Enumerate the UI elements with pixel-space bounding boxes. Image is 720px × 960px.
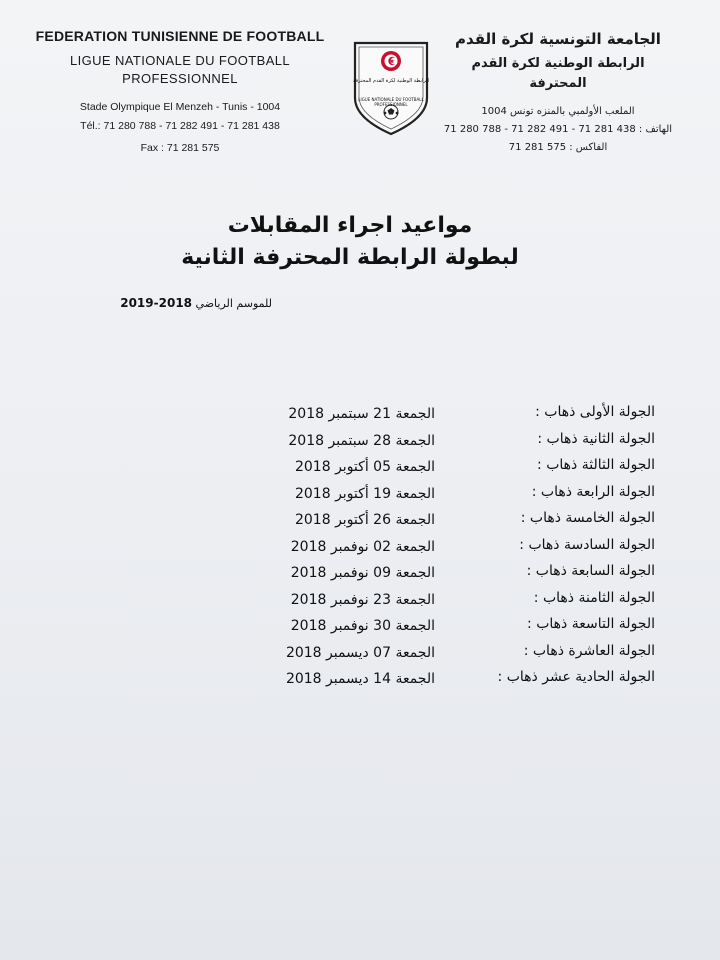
date-num: 26	[373, 512, 391, 528]
schedule-list	[215, 404, 655, 696]
date-num: 19	[373, 485, 391, 502]
round-date	[215, 565, 435, 581]
date-year: 2018	[288, 406, 325, 422]
date-year: 2018	[288, 432, 325, 449]
round-date	[215, 459, 435, 475]
round-label: الجولة السادسة ذهاب :	[519, 536, 655, 553]
date-year: 2018	[294, 485, 331, 502]
date-day: الجمعة	[395, 538, 435, 555]
date-month: نوفمبر	[330, 618, 369, 634]
round-label: الجولة الرابعة ذهاب :	[531, 483, 655, 500]
federation-name-fr: FEDERATION TUNISIENNE DE FOOTBALL	[35, 28, 325, 44]
season-label: للموسم الرياضي	[195, 297, 272, 310]
league-name-fr	[20, 52, 340, 88]
round-date	[215, 671, 435, 687]
date-num: 05	[373, 459, 391, 475]
league-name-ar	[418, 54, 698, 94]
round-date	[215, 433, 435, 449]
header-right-arabic	[418, 30, 698, 153]
fax-fr: Fax : 71 281 575	[140, 142, 220, 154]
round-label: الجولة السابعة ذهاب :	[526, 563, 655, 579]
header-left-french	[20, 28, 340, 154]
date-num: 30	[373, 618, 391, 634]
schedule-row	[215, 404, 655, 431]
date-month: نوفمبر	[330, 538, 369, 555]
date-year: 2018	[290, 618, 327, 634]
league-name-fr-line2: PROFESSIONNEL	[122, 71, 238, 86]
round-label: الجولة العاشرة ذهاب :	[523, 642, 655, 659]
date-num: 21	[373, 406, 391, 422]
address-fr: Stade Olympique El Menzeh - Tunis - 1004	[79, 101, 281, 113]
round-label: الجولة الحادية عشر ذهاب :	[497, 669, 655, 685]
date-year: 2018	[290, 565, 327, 581]
round-label: الجولة الخامسة ذهاب :	[520, 510, 655, 526]
date-num: 02	[373, 538, 391, 555]
schedule-row	[215, 616, 655, 643]
date-num: 23	[373, 591, 391, 608]
date-num: 07	[373, 644, 391, 661]
round-date	[215, 406, 435, 422]
round-label: الجولة الثامنة ذهاب :	[533, 589, 655, 606]
date-day: الجمعة	[395, 432, 435, 449]
date-month: سبتمبر	[328, 406, 369, 422]
date-day: الجمعة	[395, 565, 435, 581]
season-line	[82, 296, 272, 310]
date-day: الجمعة	[395, 671, 435, 687]
date-day: الجمعة	[395, 406, 435, 422]
date-month: نوفمبر	[330, 565, 369, 581]
date-month: أكتوبر	[335, 485, 369, 502]
date-day: الجمعة	[395, 618, 435, 634]
federation-name-ar: الجامعة التونسية لكرة القدم	[455, 30, 661, 48]
date-day: الجمعة	[395, 591, 435, 608]
round-label: الجولة الأولى ذهاب :	[535, 404, 655, 420]
date-month: أكتوبر	[335, 459, 369, 475]
date-day: الجمعة	[395, 459, 435, 475]
round-label: الجولة التاسعة ذهاب :	[527, 616, 655, 632]
date-day: الجمعة	[395, 512, 435, 528]
date-month: نوفمبر	[330, 591, 369, 608]
title-line1: مواعيد اجراء المقابلات	[227, 213, 473, 238]
round-date	[215, 592, 435, 608]
schedule-row	[215, 510, 655, 537]
league-name-ar-line1: الرابطة الوطنية لكرة القدم	[471, 56, 645, 71]
league-name-ar-line2: المحترفة	[529, 76, 587, 91]
address-ar: الملعب الأولمبي بالمنزه تونس 1004	[481, 106, 635, 117]
schedule-row	[215, 484, 655, 511]
date-month: سبتمبر	[328, 432, 369, 449]
schedule-row	[215, 669, 655, 696]
date-year: 2018	[290, 591, 327, 608]
schedule-row	[215, 643, 655, 670]
season-years: 2018-2019	[120, 296, 193, 310]
date-month: ديسمبر	[326, 644, 369, 661]
date-month: أكتوبر	[335, 512, 369, 528]
round-label: الجولة الثانية ذهاب :	[537, 430, 655, 447]
round-date	[215, 512, 435, 528]
date-year: 2018	[285, 644, 322, 661]
date-num: 09	[373, 565, 391, 581]
round-date	[215, 539, 435, 555]
round-date	[215, 618, 435, 634]
phone-fr: Tél.: 71 280 788 - 71 282 491 - 71 281 438	[80, 120, 280, 132]
schedule-row	[215, 431, 655, 458]
round-date	[215, 645, 435, 661]
date-year: 2018	[285, 671, 322, 687]
schedule-row	[215, 537, 655, 564]
date-day: الجمعة	[395, 485, 435, 502]
date-year: 2018	[294, 459, 331, 475]
date-num: 14	[373, 671, 391, 687]
date-year: 2018	[294, 512, 331, 528]
logo-text-ar: الرابطة الوطنية لكرة القدم المحترفة	[353, 78, 429, 84]
phone-ar: الهاتف : 438 281 71 - 491 282 71 - 788 280 71	[443, 124, 673, 135]
fax-ar: الفاكس : 575 281 71	[508, 142, 608, 153]
date-year: 2018	[290, 538, 327, 555]
title-line2: لبطولة الرابطة المحترفة الثانية	[181, 245, 519, 270]
logo-text-fr: LIGUE NATIONALE DU FOOTBALL PROFESSIONNEL	[358, 97, 424, 107]
round-label: الجولة الثالثة ذهاب :	[537, 457, 655, 473]
date-day: الجمعة	[395, 644, 435, 661]
date-num: 28	[373, 432, 391, 449]
round-date	[215, 486, 435, 502]
schedule-row	[215, 590, 655, 617]
schedule-row	[215, 457, 655, 484]
date-month: ديسمبر	[326, 671, 369, 687]
schedule-row	[215, 563, 655, 590]
document-title	[140, 210, 560, 274]
league-name-fr-line1: LIGUE NATIONALE DU FOOTBALL	[69, 53, 291, 68]
